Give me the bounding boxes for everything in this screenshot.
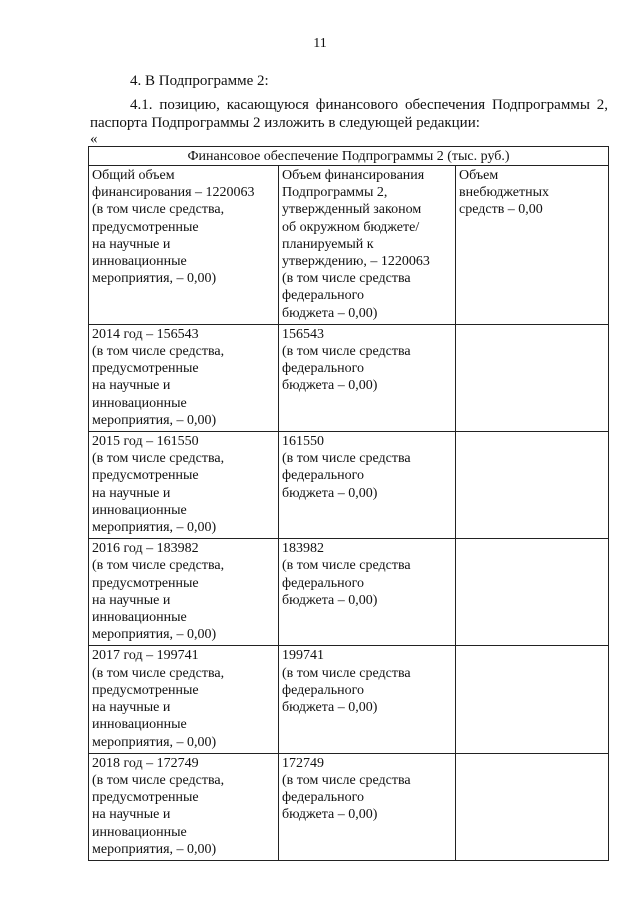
page-number: 11 [313, 36, 327, 51]
budget-financing-cell: Объем финансирования Подпрограммы 2, утвержденный законом об окружном бюджете/ планируемый к утверждению, – 1220063 (в том числе средства федерального бюджета – 0,00) [279, 166, 456, 325]
year-budget-cell: 172749 (в том числе средства федерального бюджета – 0,00) [279, 753, 456, 860]
year-total-cell: 2018 год – 172749 (в том числе средства, предусмотренные на научные и инновационные мероприятия, – 0,00) [89, 753, 279, 860]
year-budget-cell: 199741 (в том числе средства федерального бюджета – 0,00) [279, 646, 456, 753]
year-total-cell: 2016 год – 183982 (в том числе средства, предусмотренные на научные и инновационные мероприятия, – 0,00) [89, 539, 279, 646]
table-row [89, 324, 609, 431]
year-total-cell: 2014 год – 156543 (в том числе средства, предусмотренные на научные и инновационные мероприятия, – 0,00) [89, 324, 279, 431]
table-row [89, 539, 609, 646]
year-total-cell: 2015 год – 161550 (в том числе средства, предусмотренные на научные и инновационные мероприятия, – 0,00) [89, 432, 279, 539]
year-extrabudgetary-cell [456, 324, 609, 431]
table-title-row [89, 147, 609, 166]
extrabudgetary-cell: Объем внебюджетных средств – 0,00 [456, 166, 609, 325]
year-budget-cell: 156543 (в том числе средства федерального бюджета – 0,00) [279, 324, 456, 431]
year-budget-cell: 183982 (в том числе средства федерального бюджета – 0,00) [279, 539, 456, 646]
year-extrabudgetary-cell [456, 539, 609, 646]
year-total-cell: 2017 год – 199741 (в том числе средства, предусмотренные на научные и инновационные мероприятия, – 0,00) [89, 646, 279, 753]
table-title: Финансовое обеспечение Подпрограммы 2 (тыс. руб.) [89, 147, 609, 166]
amendment-paragraph: 4.1. позицию, касающуюся финансового обеспечения Подпрограммы 2, паспорта Подпрограммы 2 изложить в следующей редакции: [90, 97, 608, 131]
section-heading: 4. В Подпрограмме 2: [130, 73, 269, 89]
year-extrabudgetary-cell [456, 646, 609, 753]
table-header-row [89, 166, 609, 325]
year-extrabudgetary-cell [456, 753, 609, 860]
table-row [89, 753, 609, 860]
table-row [89, 432, 609, 539]
total-financing-cell: Общий объем финансирования – 1220063 (в том числе средства, предусмотренные на научные и инновационные мероприятия, – 0,00) [89, 166, 279, 325]
opening-quote-mark: « [90, 131, 98, 147]
table-row [89, 646, 609, 753]
year-budget-cell: 161550 (в том числе средства федерального бюджета – 0,00) [279, 432, 456, 539]
financing-table [88, 146, 609, 861]
year-extrabudgetary-cell [456, 432, 609, 539]
